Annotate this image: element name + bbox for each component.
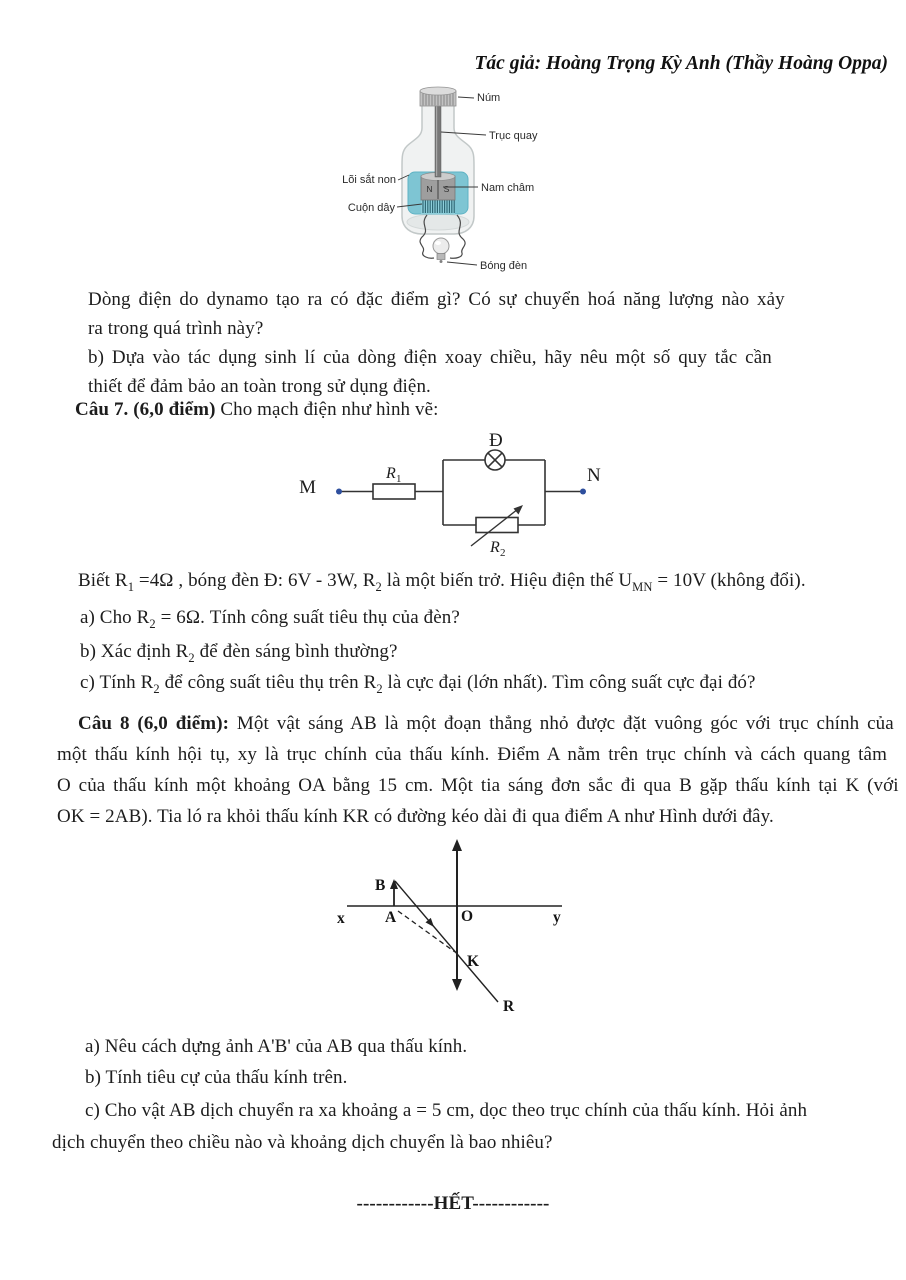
q8-heading-number: Câu 8 (6,0 điểm): [78,713,230,734]
q8-para-line: OK = 2AB). Tia ló ra khỏi thấu kính KR có đường kéo dài đi qua điểm A như Hình dưới đây. [57,806,774,827]
dynamo-label-magnet: Nam châm [481,182,535,194]
lens-label-y: y [553,909,561,926]
lens-label-a: A [385,909,397,926]
terminal-m-dot [336,489,342,495]
q8-question-a: a) Nêu cách dựng ảnh A'B' của AB qua thấu kính. [85,1036,468,1057]
q6-line: thiết để đảm bảo an toàn trong sử dụng điện. [88,376,431,397]
q8-para-line: Câu 8 (6,0 điểm): Một vật sáng AB là một đoạn thẳng nhỏ được đặt vuông góc với trục chính của [78,713,894,734]
lens-label-k: K [467,953,480,970]
lens-label-x: x [337,910,345,927]
lens-figure [320,835,600,1025]
dynamo-label-coil: Cuộn dây [347,202,395,214]
q7-heading-number: Câu 7. (6,0 điểm) [75,399,216,420]
dynamo-shaft [435,104,441,177]
q7-heading [75,399,439,421]
lens-arrow-top-icon [452,839,462,851]
q7-question-c: c) Tính $R_2$ để công suất tiêu thụ trên $R_2$ là cực đại (lớn nhất). Tìm công suất cực đại đó? [80,672,756,696]
circuit-figure [285,430,625,560]
lens-label-b: B [375,877,386,894]
r1-label: R [386,465,396,482]
r2-label: R [490,539,500,556]
author-line: Tác giả: Hoàng Trọng Kỳ Anh (Thầy Hoàng Oppa) [474,53,888,74]
dynamo-figure [310,82,610,282]
lens-label-o: O [461,908,474,925]
circuit-wires [341,450,581,546]
q8-question-c: c) Cho vật AB dịch chuyển ra xa khoảng a = 5 cm, dọc theo trục chính của thấu kính. Hỏi ảnh [85,1100,808,1121]
q8-question-b: b) Tính tiêu cự của thấu kính trên. [85,1067,348,1088]
q7-heading-text: Cho mạch điện như hình vẽ: [215,399,439,420]
q6-line: b) Dựa vào tác dụng sinh lí của dòng điện xoay chiều, hãy nêu một số quy tắc cần [88,347,772,368]
dynamo-label-shaft: Trục quay [489,130,538,142]
dynamo-label-knob: Núm [477,92,501,104]
dynamo-label-core: Lõi sắt non [342,174,396,186]
ray-b-k-r [395,881,498,1002]
q6-paragraph [88,285,785,401]
q7-question-a: a) Cho $R_2 = 6\Omega$. Tính công suất tiêu thụ của đèn? [80,607,460,631]
magnet-pole-n: N [426,184,433,194]
dynamo-knob [420,87,456,106]
q8-para-line: một thấu kính hội tụ, xy là trục chính của thấu kính. Điểm A nằm trên trục chính và cách quang tâm [57,744,887,765]
q8-paragraph [57,708,899,832]
rheostat-arrowhead [514,505,524,515]
q7-given: Biết $R_1 =4\Omega$ , bóng đèn Đ: 6V - 3W, $R_2$ là một biến trở. Hiệu điện thế $U_{MN} = 10V$ (không đổi). [78,570,806,594]
r2-label-sub: 2 [500,547,506,559]
het-line: ------------HẾT------------ [356,1193,550,1214]
r1-label-sub: 1 [396,473,402,485]
magnet-pole-s: S [443,184,450,194]
q8-question-c-line2: dịch chuyển theo chiều nào và khoảng dịch chuyển là bao nhiêu? [52,1132,553,1153]
q6-line: Dòng điện do dynamo tạo ra có đặc điểm gì? Có sự chuyển hoá năng lượng nào xảy [88,289,785,310]
lens-label-r: R [503,998,515,1015]
lens-arrow-bottom-icon [452,979,462,991]
terminal-n-dot [580,489,586,495]
dynamo-bulb [433,238,449,263]
dynamo-label-bulb: Bóng đèn [480,260,528,272]
q8-para-line: O của thấu kính một khoảng OA bằng 15 cm. Một tia sáng đơn sắc đi qua B gặp thấu kính tại K (với [57,775,899,796]
q6-line: ra trong quá trình này? [88,318,264,339]
terminal-m-label: M [299,477,316,498]
resistor-r1 [373,484,415,499]
terminal-n-label: N [587,465,601,486]
q7-question-b: b) Xác định $R_2$ để đèn sáng bình thường? [80,641,398,665]
lamp-label: Đ [489,430,503,451]
